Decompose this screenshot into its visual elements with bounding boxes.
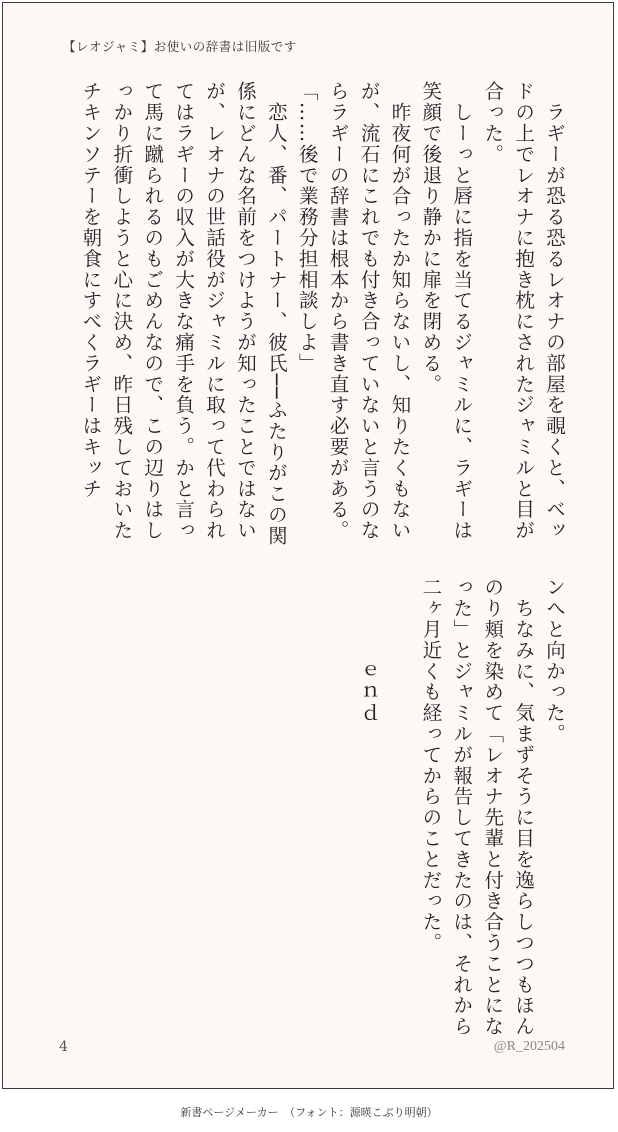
author-credit: @R_202504 <box>493 1039 565 1054</box>
vertical-text-lower <box>304 577 569 1037</box>
book-page <box>2 2 614 1089</box>
end-mark: ｅｎｄ <box>357 577 381 724</box>
paragraph: ラギーが恐る恐るレオナの部屋を覗くと、ベッドの上でレオナに抱き枕にされたジャミルと目が合った。 <box>481 81 566 541</box>
paragraph: ちなみに、気まずそうに目を逸らしつつもほんのり頬を染めて「レオナ先輩と付き合うことになった」とジャミルが報告してきたのは、それから二ヶ月近くも経ってからのことだった。 <box>419 577 536 1037</box>
paragraph: 恋人、番、パートナー、彼氏──ふたりがこの関係にどんな名前をつけようが知ったことではないが、レオナの世話役がジャミルに取って代わられてはラギーの収入が大きな痛手を負う。かと言って馬に蹴られるのもごめんなので、この辺りはしっかり折衝しようと心に決め、昨日残しておいたチキンソテーを朝食にすべくラギーはキッチ <box>79 81 288 547</box>
paragraph: しーっと唇に指を当てるジャミルに、ラギーは笑顔で後退り静かに扉を閉める。 <box>419 81 474 541</box>
page-title: 【レオジャミ】お使いの辞書は旧版です <box>63 39 297 54</box>
paragraph: 昨夜何が合ったか知らないし、知りたくもないが、流石にこれでも付き合っていないと言うのならラギーの辞書は根本から書き直す必要がある。 <box>326 81 412 541</box>
paragraph: 「……後で業務分担相談しよ」 <box>295 81 319 374</box>
vertical-text-upper <box>49 81 569 561</box>
paragraph: ンへと向かった。 <box>543 577 566 745</box>
generator-footer: 新書ページメーカー （フォント：源暎こぶり明朝） <box>180 1106 438 1119</box>
page-number: 4 <box>59 1039 68 1055</box>
paragraph-blank <box>384 577 415 1037</box>
